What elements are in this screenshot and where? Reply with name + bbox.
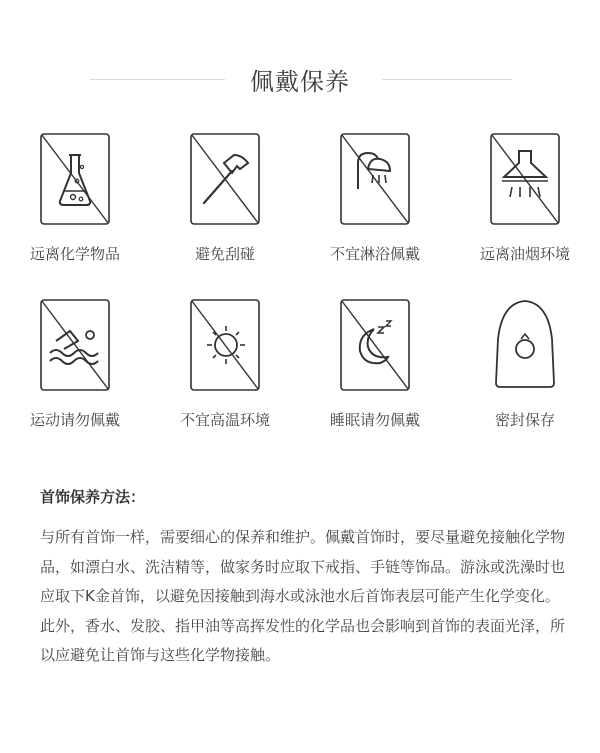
header-divider-right: [382, 79, 512, 80]
care-item-label: 不宜高温环境: [179, 411, 270, 429]
moon-sleep-icon: [340, 299, 410, 391]
page-title: 佩戴保养: [250, 68, 350, 96]
section-header: [0, 60, 600, 100]
flask-icon: [40, 133, 110, 225]
care-heading: 首饰保养方法：: [40, 488, 146, 506]
care-item-label: 避免刮碰: [194, 245, 255, 263]
swimmer-icon: [40, 299, 110, 391]
care-item-label: 远离油烟环境: [479, 245, 570, 263]
care-item-label: 运动请勿佩戴: [29, 411, 120, 429]
shower-icon: [340, 133, 410, 225]
care-item-label: 密封保存: [494, 411, 555, 429]
ring-box-icon: [490, 299, 560, 391]
care-item-label: 不宜淋浴佩戴: [329, 245, 420, 263]
care-item-label: 远离化学物品: [29, 245, 120, 263]
hammer-icon: [190, 133, 260, 225]
care-body-text: 与所有首饰一样，需要细心的保养和维护。佩戴首饰时，要尽量避免接触化学物品，如漂白水、洗洁精等，做家务时应取下戒指、手链等饰品。游泳或洗澡时也应取下K金首饰，以避免因接触到海水或泳池水后首饰表层可能产生化学变化。此外，香水、发胶、指甲油等高挥发性的化学品也会影响到首饰的表面光泽，所以应避免让首饰与这些化学物接触。: [40, 528, 566, 664]
care-item-label: 睡眠请勿佩戴: [329, 411, 420, 429]
range-hood-icon: [490, 133, 560, 225]
care-instructions: [40, 486, 565, 671]
sun-icon: [190, 299, 260, 391]
